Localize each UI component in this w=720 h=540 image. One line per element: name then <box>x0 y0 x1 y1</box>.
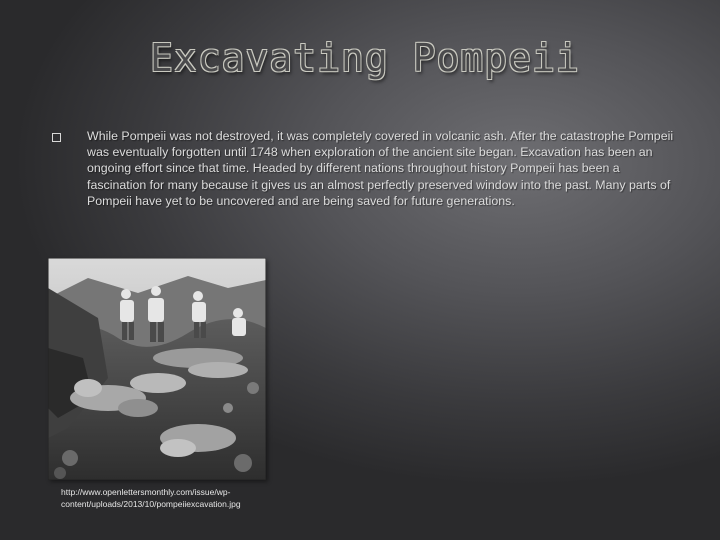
square-bullet-icon <box>52 133 61 142</box>
bullet-text: While Pompeii was not destroyed, it was completely covered in volcanic ash. After the catastrophe Pompeii was eventually forgotten until 1748 when exploration of the ancient site began. Excavation has been an ongoing effort since that time. Headed by different nations throughout history Pompeii has been a fascination for many because it gives us an almost perfectly preserved window into the past. Many parts of Pompeii have yet to be uncovered and are being saved for future generations. <box>87 129 674 208</box>
bullet-item <box>52 128 682 209</box>
slide-title: Excavating Pompeii <box>150 36 580 80</box>
excavation-photo <box>48 258 266 480</box>
image-caption: http://www.openlettersmonthly.com/issue/wp-content/uploads/2013/10/pompeiiexcavation.jpg <box>61 487 241 509</box>
